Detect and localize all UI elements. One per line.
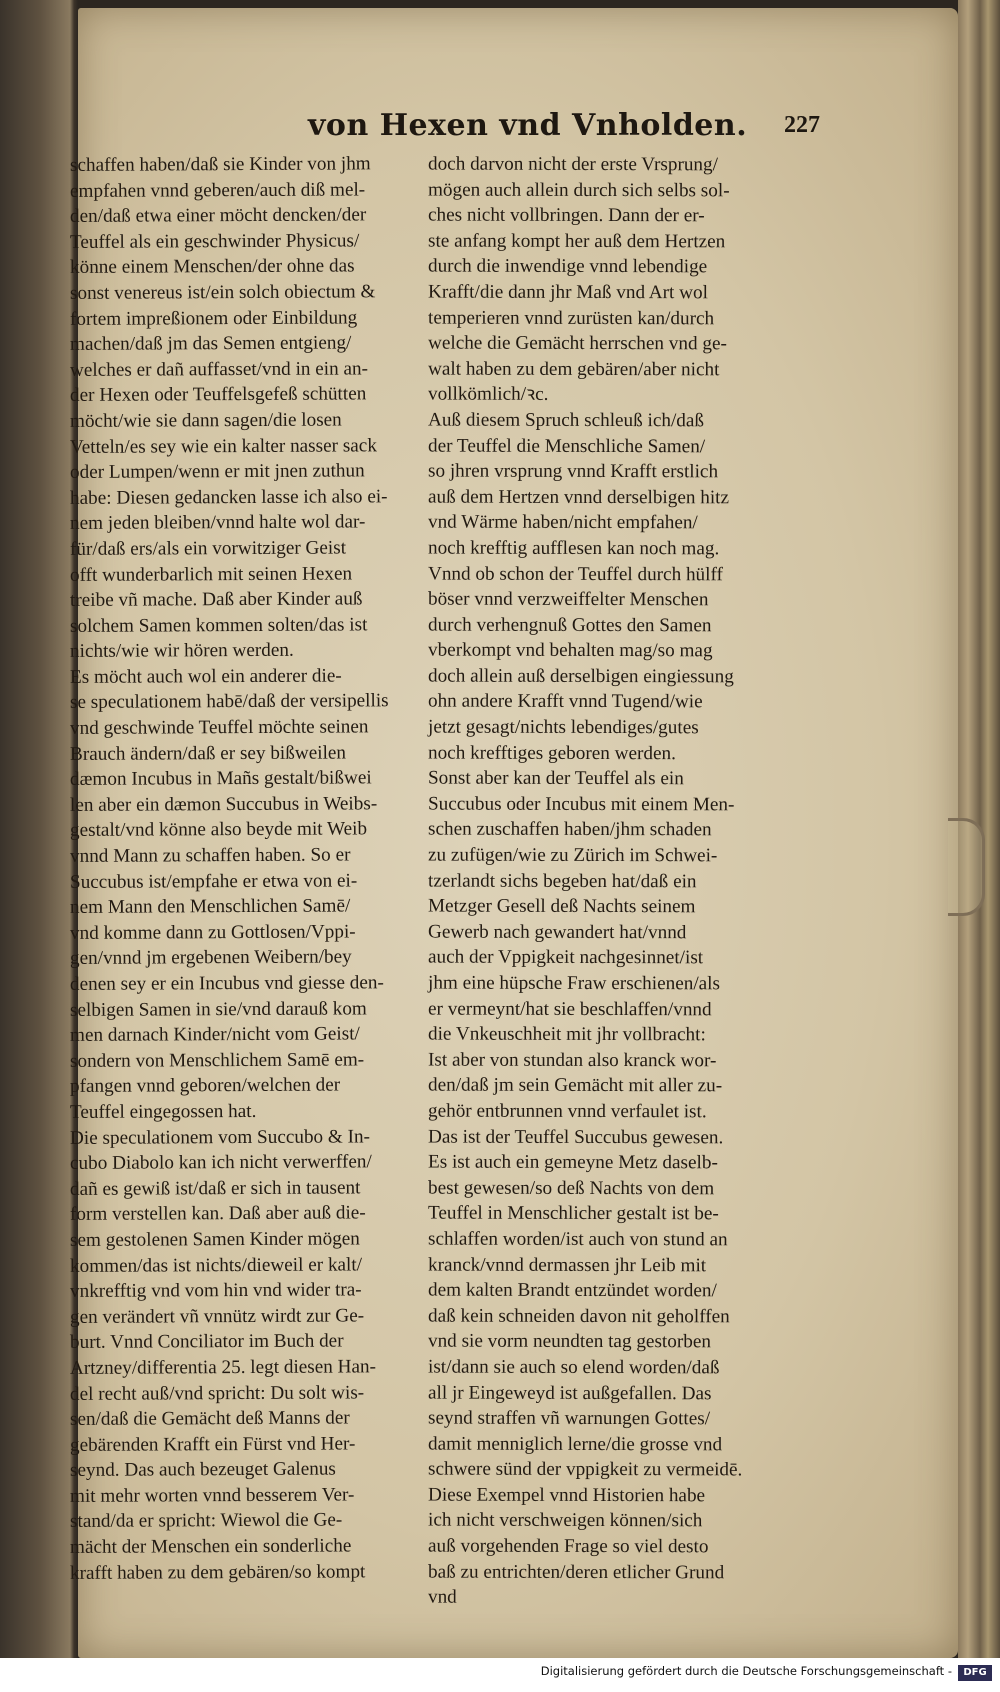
text-line: schen zuschaffen haben/jhm schaden [427, 818, 712, 841]
text-line: form verstellen kan. Daß aber auß die- [69, 1202, 366, 1226]
text-line: dæmon Incubus in Mañs gestalt/bißwei [69, 767, 372, 791]
text-line: gehör entbrunnen vnnd verfaulet ist. [427, 1100, 707, 1123]
text-line: baß zu entrichten/deren etlicher Grund [427, 1561, 725, 1583]
text-line: der Hexen oder Teuffelsgefeß schütten [69, 383, 367, 407]
text-line: sem gestolenen Samen Kinder mögen [69, 1228, 360, 1251]
text-line: gebärenden Krafft ein Fürst vnd Her- [69, 1433, 356, 1456]
text-line: den/daß etwa einer möcht dencken/der [69, 204, 367, 228]
text-line: sen/daß die Gemächt deß Manns der [69, 1407, 350, 1431]
text-line: sonst venereus ist/ein solch obiectum & [69, 281, 376, 304]
text-line: solchem Samen kommen solten/das ist [69, 614, 368, 637]
text-line: Sonst aber kan der Teuffel als ein [427, 767, 684, 790]
text-line: vnnd Mann zu schaffen haben. So er [69, 844, 351, 867]
text-line: vnd geschwinde Teuffel möchte seinen [69, 716, 369, 739]
text-line: denen sey er ein Incubus vnd giesse den- [69, 972, 384, 995]
text-line: vnkrefftig vnd vom hin vnd wider tra- [69, 1279, 362, 1303]
right-column [428, 152, 776, 1611]
text-line: walt haben zu dem gebären/aber nicht [427, 358, 720, 381]
text-line: vberkompt vnd behalten mag/so mag [427, 639, 713, 662]
text-line: tzerlandt sichs begeben hat/daß ein [427, 870, 697, 892]
text-line: treibe vñ mache. Daß aber Kinder auß [69, 588, 363, 612]
text-line: schwere sünd der vppigkeit zu vermeidē. [427, 1458, 743, 1481]
text-line: schaffen haben/daß sie Kinder von jhm [69, 153, 371, 176]
text-line: jetzt gesagt/nichts lebendiges/gutes [427, 716, 699, 739]
text-line: Teuffel als ein geschwinder Physicus/ [69, 230, 360, 253]
text-line: vnd Wärme haben/nicht empfahen/ [427, 511, 698, 534]
text-line: len aber ein dæmon Succubus in Weibs- [69, 793, 378, 816]
text-line: zu zufügen/wie zu Zürich im Schwei- [427, 844, 718, 867]
text-line: vollkömlich/ꝛc. [427, 383, 549, 406]
funding-credit: Digitalisierung gefördert durch die Deutsche Forschungsgemeinschaft - [540, 1664, 952, 1678]
text-line: mächt der Menschen ein sonderliche [69, 1535, 352, 1558]
text-line: vnd sie vorm neundten tag gestorben [427, 1330, 711, 1353]
text-line: best gewesen/so deß Nachts von dem [427, 1177, 715, 1200]
text-line: Das ist der Teuffel Succubus gewesen. [427, 1126, 724, 1148]
text-line: gen/vnnd jm ergebenen Weibern/bey [69, 946, 352, 970]
text-line: burt. Vnnd Conciliator im Buch der [69, 1330, 344, 1354]
text-line: nem jeden bleiben/vnnd halte wol dar- [69, 511, 366, 535]
text-line: seynd. Das auch bezeuget Galenus [69, 1458, 336, 1482]
text-line: machen/daß jm das Semen entgieng/ [69, 332, 352, 356]
text-line: Ist aber von stundan also kranck wor- [427, 1049, 717, 1072]
text-line: Succubus ist/empfahe er etwa von ei- [69, 870, 358, 893]
text-line: welche die Gemächt herrschen vnd ge- [427, 332, 727, 355]
text-line: temperieren vnnd zurüsten kan/durch [427, 307, 715, 329]
running-title: von Hexen vnd Vnholden. [308, 108, 748, 143]
text-line: doch darvon nicht der erste Vrsprung/ [427, 153, 718, 176]
text-line: nem Mann den Menschlichen Samē/ [69, 895, 351, 919]
text-line: vnd [427, 1586, 457, 1608]
text-line: se speculationem habē/daß der versipellis [69, 690, 389, 714]
text-line: men darnach Kinder/nicht vom Geist/ [69, 1023, 360, 1047]
text-line: Succubus oder Incubus mit einem Men- [427, 793, 735, 816]
text-line: könne einem Menschen/der ohne das [69, 255, 355, 279]
text-line: Es möcht auch wol ein anderer die- [69, 665, 342, 688]
text-line: nichts/wie wir hören werden. [69, 640, 294, 663]
text-line: stand/da er spricht: Wiewol die Ge- [69, 1509, 343, 1533]
text-line: vnd komme dann zu Gottlosen/Vppi- [69, 921, 356, 944]
text-line: selbigen Samen in sie/vnd darauß kom [69, 997, 367, 1021]
text-line: durch die inwendige vnnd lebendige [427, 255, 708, 278]
text-line: Auß diesem Spruch schleuß ich/daß [427, 409, 705, 432]
left-column [70, 152, 424, 1585]
bookmark-clip [948, 818, 985, 916]
text-line: auß vorgehenden Frage so viel desto [427, 1535, 709, 1558]
text-line: ches nicht vollbringen. Dann der er- [427, 204, 705, 227]
text-line: dañ es gewiß ist/daß er sich in tausent [69, 1177, 361, 1200]
text-line: er vermeynt/hat sie beschlaffen/vnnd [427, 998, 712, 1020]
text-line: Vetteln/es sey wie ein kalter nasser sack [69, 434, 377, 458]
text-line: Brauch ändern/daß er sey bißweilen [69, 742, 347, 765]
text-line: empfahen vnnd geberen/auch diß mel- [69, 178, 366, 202]
text-line: ohn andere Krafft vnnd Tugend/wie [427, 691, 703, 713]
text-line: möcht/wie sie dann sagen/die losen [69, 409, 342, 432]
text-line: durch verhengnuß Gottes den Samen [427, 614, 712, 636]
text-line: cubo Diabolo kan ich nicht verwerffen/ [69, 1151, 372, 1175]
text-line: für/daß ers/als ein vorwitziger Geist [69, 537, 347, 560]
text-line: schlaffen worden/ist auch von stund an [427, 1228, 728, 1251]
text-line: ste anfang kompt her auß dem Hertzen [427, 230, 726, 253]
text-line: Krafft/die dann jhr Maß vnd Art wol [427, 281, 708, 304]
text-line: Es ist auch ein gemeyne Metz daselb- [427, 1151, 718, 1174]
text-line: krafft haben zu dem gebären/so kompt [69, 1561, 366, 1584]
text-line: mit mehr worten vnnd besserem Ver- [69, 1484, 355, 1507]
text-line: noch krefftiges geboren werden. [427, 742, 676, 764]
footer-bar [0, 1658, 1000, 1692]
text-line: welches er dañ auffasset/vnd in ein an- [69, 358, 369, 381]
text-line: damit menniglich lerne/die grosse vnd [427, 1433, 723, 1456]
text-line: mögen auch allein durch sich selbs sol- [427, 179, 730, 201]
text-line: gen verändert vñ vnnütz wirdt zur Ge- [69, 1305, 365, 1328]
text-line: auß dem Hertzen vnnd derselbigen hitz [427, 486, 730, 509]
text-line: ich nicht verschweigen können/sich [427, 1510, 703, 1532]
text-line: noch krefftig aufflesen kan noch mag. [427, 537, 720, 560]
text-line: Gewerb nach gewandert hat/vnnd [427, 921, 687, 944]
text-line: den/daß jm sein Gemächt mit aller zu- [427, 1074, 723, 1097]
text-line: Diese Exempel vnnd Historien habe [427, 1484, 706, 1507]
text-line: sondern von Menschlichem Samē em- [69, 1049, 365, 1072]
text-line: fortem impreßionem oder Einbildung [69, 306, 358, 330]
text-line: habe: Diesen gedancken lasse ich also ei- [69, 485, 388, 509]
text-line: Vnnd ob schon der Teuffel durch hülff [427, 563, 723, 585]
text-line: jhm eine hüpsche Fraw erschienen/als [427, 972, 721, 995]
text-line: del recht auß/vnd spricht: Du solt wis- [69, 1381, 365, 1405]
text-line: kommen/das ist nichts/dieweil er kalt/ [69, 1253, 363, 1277]
text-line: Artzney/differentia 25. legt diesen Han- [69, 1356, 377, 1379]
book-page [69, 8, 958, 1658]
text-line: die Vnkeuschheit mit jhr vollbracht: [427, 1023, 706, 1046]
text-line: böser vnnd verzweiffelter Menschen [427, 588, 709, 611]
page-header [300, 108, 820, 154]
text-line: auch der Vppigkeit nachgesinnet/ist [427, 946, 704, 969]
text-line: pfangen vnnd geboren/welchen der [69, 1074, 341, 1098]
text-line: offt wunderbarlich mit seinen Hexen [69, 562, 353, 586]
text-line: Metzger Gesell deß Nachts seinem [427, 895, 696, 918]
dfg-logo-icon: DFG [958, 1665, 992, 1681]
text-line: ist/dann sie auch so elend worden/daß [427, 1356, 720, 1379]
text-line: seynd straffen vñ warnungen Gottes/ [427, 1407, 711, 1430]
text-line: so jhren vrsprung vnnd Krafft erstlich [427, 460, 719, 483]
text-line: dem kalten Brandt entzündet worden/ [427, 1279, 717, 1302]
text-line: doch allein auß derselbigen eingiessung [427, 665, 734, 688]
text-line: Die speculationem vom Succubo & In- [69, 1125, 371, 1149]
text-line: all jr Eingeweyd ist außgefallen. Das [427, 1382, 712, 1404]
text-line: gestalt/vnd könne also beyde mit Weib [69, 818, 368, 842]
text-line: daß kein schneiden davon nit geholffen [427, 1305, 730, 1328]
page-number: 227 [784, 112, 820, 138]
text-line: oder Lumpen/wenn er mit jnen zuthun [69, 460, 365, 484]
text-line: kranck/vnnd dermassen jhr Leib mit [427, 1254, 707, 1276]
text-line: Teuffel in Menschlicher gestalt ist be- [427, 1202, 719, 1225]
text-line: Teuffel eingegossen hat. [69, 1100, 257, 1123]
text-line: der Teuffel die Menschliche Samen/ [427, 435, 706, 457]
